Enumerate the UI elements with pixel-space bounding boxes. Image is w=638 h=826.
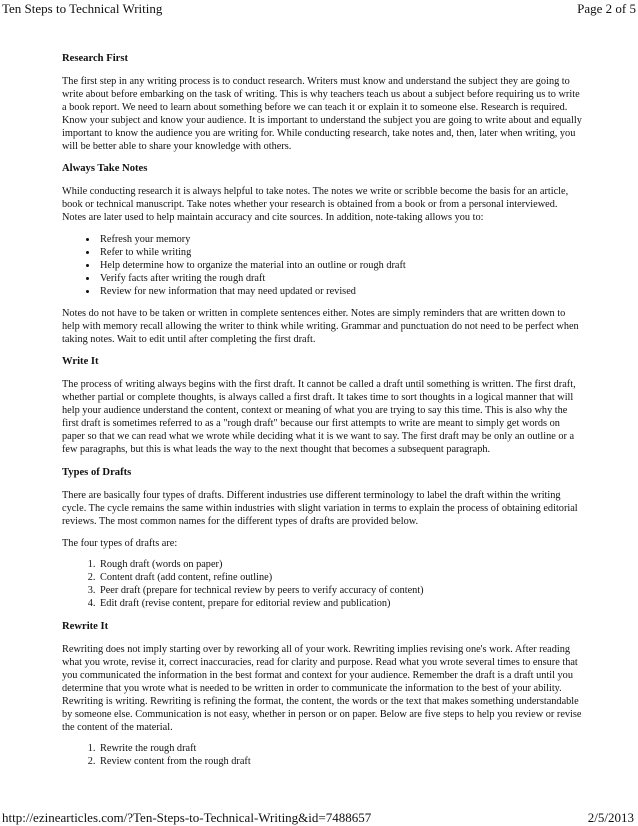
list-item: 1. Rewrite the rough draft bbox=[98, 743, 582, 756]
list-item: 1. Rough draft (words on paper) bbox=[98, 559, 582, 572]
article-body bbox=[62, 52, 582, 778]
list-item: 2. Review content from the rough draft bbox=[98, 756, 582, 769]
list-item: • Refer to while writing bbox=[98, 247, 582, 260]
list-item: 3. Peer draft (prepare for technical review by peers to verify accuracy of content) bbox=[98, 585, 582, 598]
page-header bbox=[0, 0, 638, 17]
list-item: • Verify facts after writing the rough draft bbox=[98, 273, 582, 286]
print-date: 2/5/2013 bbox=[587, 810, 634, 825]
heading-types-of-drafts: Types of Drafts bbox=[62, 466, 132, 478]
notes-bullet-list bbox=[62, 234, 582, 299]
rewrite-steps-list bbox=[62, 743, 582, 769]
source-url[interactable]: http://ezinearticles.com/?Ten-Steps-to-Technical-Writing&id=7488657 bbox=[2, 810, 372, 825]
page-footer bbox=[0, 808, 638, 826]
paragraph: The first step in any writing process is to conduct research. Writers must know and understand the subject they are going to write about before embarking on the task of writing. This is why teachers teach us about a subject before requiring us to write a book report. We need to learn about something before we can teach it or explain it to someone else. Research is required. Know your subject and know your audience. It is important to understand the subject you are going to write about and equally important to know the audience you are writing for. While conducting research, take notes and, then, later when writing, you will be better able to share your knowledge with others. bbox=[62, 76, 582, 152]
list-item: • Review for new information that may need updated or revised bbox=[98, 286, 582, 299]
heading-write-it: Write It bbox=[62, 356, 99, 368]
heading-research-first: Research First bbox=[62, 53, 128, 64]
list-item: 2. Content draft (add content, refine outline) bbox=[98, 572, 582, 585]
draft-types-list bbox=[62, 559, 582, 611]
paragraph: The process of writing always begins with the first draft. It cannot be called a draft until something is written. The first draft, whether partial or complete thoughts, is always called a first draft. It takes time to sort thoughts in a logical manner that will help your audience understand the content, context or meaning of what you are trying to say this time. This is also why the first draft is sometimes referred to as a "rough draft" because our first attempts to write are meant to simply get words on paper so that we can read what we wrote while deciding what it is we want to say. The first draft may be only an outline or a few paragraphs, but this is what leads the way to the next thought that becomes a subsequent paragraph. bbox=[62, 379, 576, 455]
paragraph: While conducting research it is always helpful to take notes. The notes we write or scribble become the basis for an article, book or technical manuscript. Take notes whether your research is obtained from a book or from a personal interviewed. Notes are later used to help maintain accuracy and cite sources. In addition, note-taking allows you to: bbox=[62, 186, 569, 224]
heading-always-take-notes: Always Take Notes bbox=[62, 163, 148, 175]
document-title: Ten Steps to Technical Writing bbox=[2, 1, 163, 16]
list-item: 4. Edit draft (revise content, prepare for editorial review and publication) bbox=[98, 598, 582, 611]
paragraph: Notes do not have to be taken or written in complete sentences either. Notes are simply reminders that are written down to help with memory recall allowing the writer to think while writing. Grammar and punctuation do not need to be perfect when taking notes. Wait to edit until after completing the first draft. bbox=[62, 307, 579, 345]
paragraph: There are basically four types of drafts. Different industries use different terminology to label the draft within the writing cycle. The cycle remains the same within industries with slight variation in terms to explain the process of obtaining editorial reviews. The most common names for the different types of drafts are provided below. bbox=[62, 489, 578, 527]
list-item: • Refresh your memory bbox=[98, 234, 582, 247]
heading-rewrite-it: Rewrite It bbox=[62, 621, 109, 633]
page-indicator: Page 2 of 5 bbox=[577, 1, 636, 16]
paragraph: Rewriting does not imply starting over by reworking all of your work. Rewriting implies revising one's work. After reading what you wrote, revise it, correct inaccuracies, read for clarity and purpose. Read what you wrote several times to ensure that you communicated the information in the best format and context for your audience. Remember the draft is a draft until you determine that you wrote what is needed to be written in order to communicate the information to the best of your ability. Rewriting is writing. Rewriting is refining the format, the content, the words or the text that makes something understandable by someone else. Communication is not easy, whether in person or on paper. Below are five steps to help you review or revise the content of the material. bbox=[62, 644, 582, 733]
paragraph: The four types of drafts are: bbox=[62, 537, 178, 549]
list-item: • Help determine how to organize the material into an outline or rough draft bbox=[98, 260, 582, 273]
